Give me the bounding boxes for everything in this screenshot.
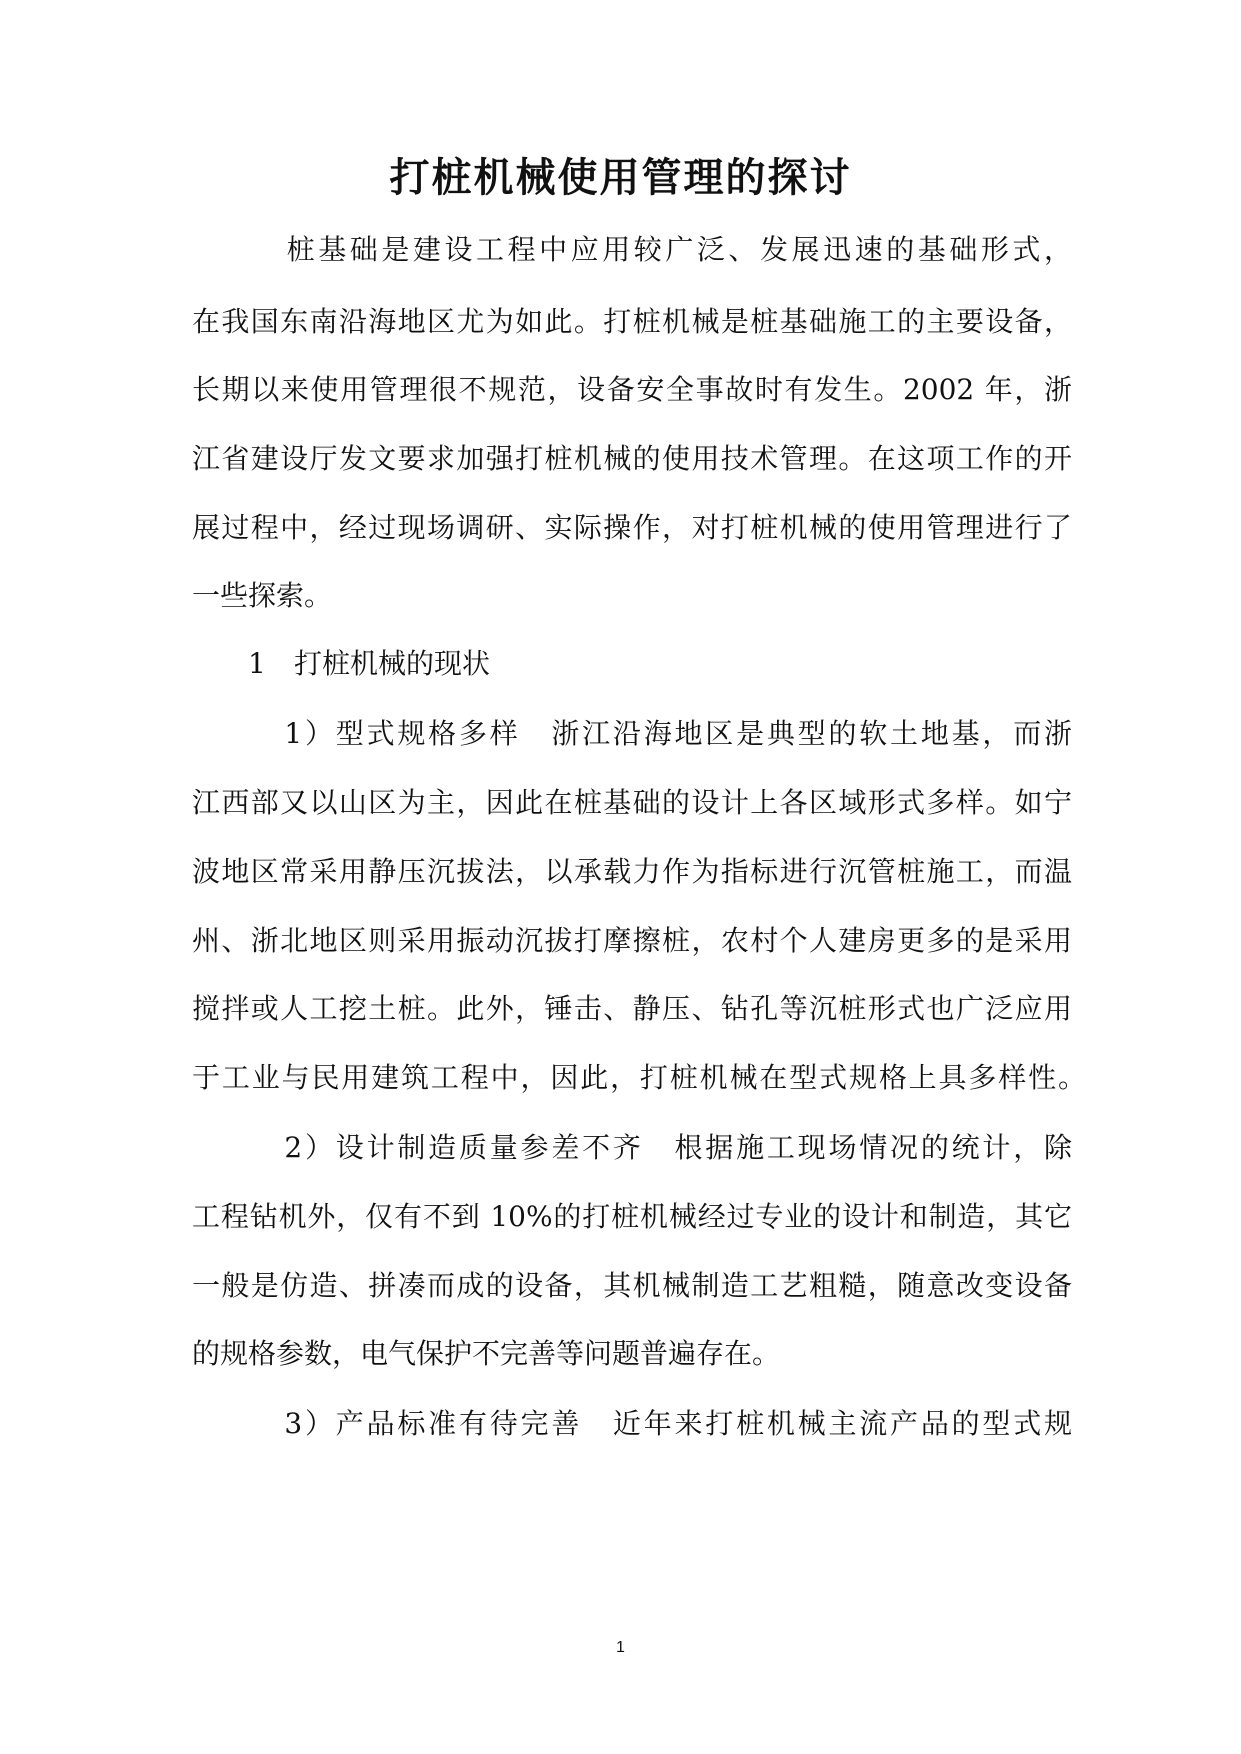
- section-heading: [248, 640, 490, 688]
- section-heading-text: 打桩机械的现状: [294, 647, 491, 680]
- paragraph-line: 州、浙北地区则采用振动沉拔打摩擦桩，农村个人建房更多的是采用: [192, 924, 1072, 957]
- paragraph-line: 一些探索。: [192, 579, 333, 612]
- paragraph-line: 于工业与民用建筑工程中，因此，打桩机械在型式规格上具多样性。: [192, 1061, 1086, 1094]
- paragraph-line: 在我国东南沿海地区尤为如此。打桩机械是桩基础施工的主要设备，: [192, 305, 1072, 338]
- paragraph-line: 3）产品标准有待完善 近年来打桩机械主流产品的型式规: [192, 1407, 1072, 1440]
- section-number: 1: [248, 647, 266, 680]
- paragraph-line: 江省建设厅发文要求加强打桩机械的使用技术管理。在这项工作的开: [192, 442, 1072, 475]
- page-number: 1: [616, 1639, 625, 1656]
- paragraph-line: 工程钻机外，仅有不到 10%的打桩机械经过专业的设计和制造，其它: [192, 1200, 1072, 1233]
- document-title: 打桩机械使用管理的探讨: [389, 154, 852, 201]
- paragraph-line: 一般是仿造、拼凑而成的设备，其机械制造工艺粗糙，随意改变设备: [192, 1269, 1072, 1302]
- paragraph-line: 江西部又以山区为主，因此在桩基础的设计上各区域形式多样。如宁: [192, 786, 1072, 819]
- paragraph-line: 搅拌或人工挖土桩。此外，锤击、静压、钻孔等沉桩形式也广泛应用: [192, 992, 1072, 1025]
- paragraph-line: 展过程中，经过现场调研、实际操作，对打桩机械的使用管理进行了: [192, 511, 1072, 544]
- paragraph-line: 1）型式规格多样 浙江沿海地区是典型的软土地基，而浙: [192, 717, 1072, 750]
- paragraph-line: 波地区常采用静压沉拔法，以承载力作为指标进行沉管桩施工，而温: [192, 855, 1072, 888]
- paragraph-line: 的规格参数，电气保护不完善等问题普遍存在。: [192, 1337, 781, 1370]
- paragraph-line: 桩基础是建设工程中应用较广泛、发展迅速的基础形式，: [192, 233, 1072, 266]
- paragraph-line: 长期以来使用管理很不规范，设备安全事故时有发生。2002 年，浙: [192, 373, 1072, 406]
- paragraph-line: 2）设计制造质量参差不齐 根据施工现场情况的统计，除: [192, 1131, 1072, 1164]
